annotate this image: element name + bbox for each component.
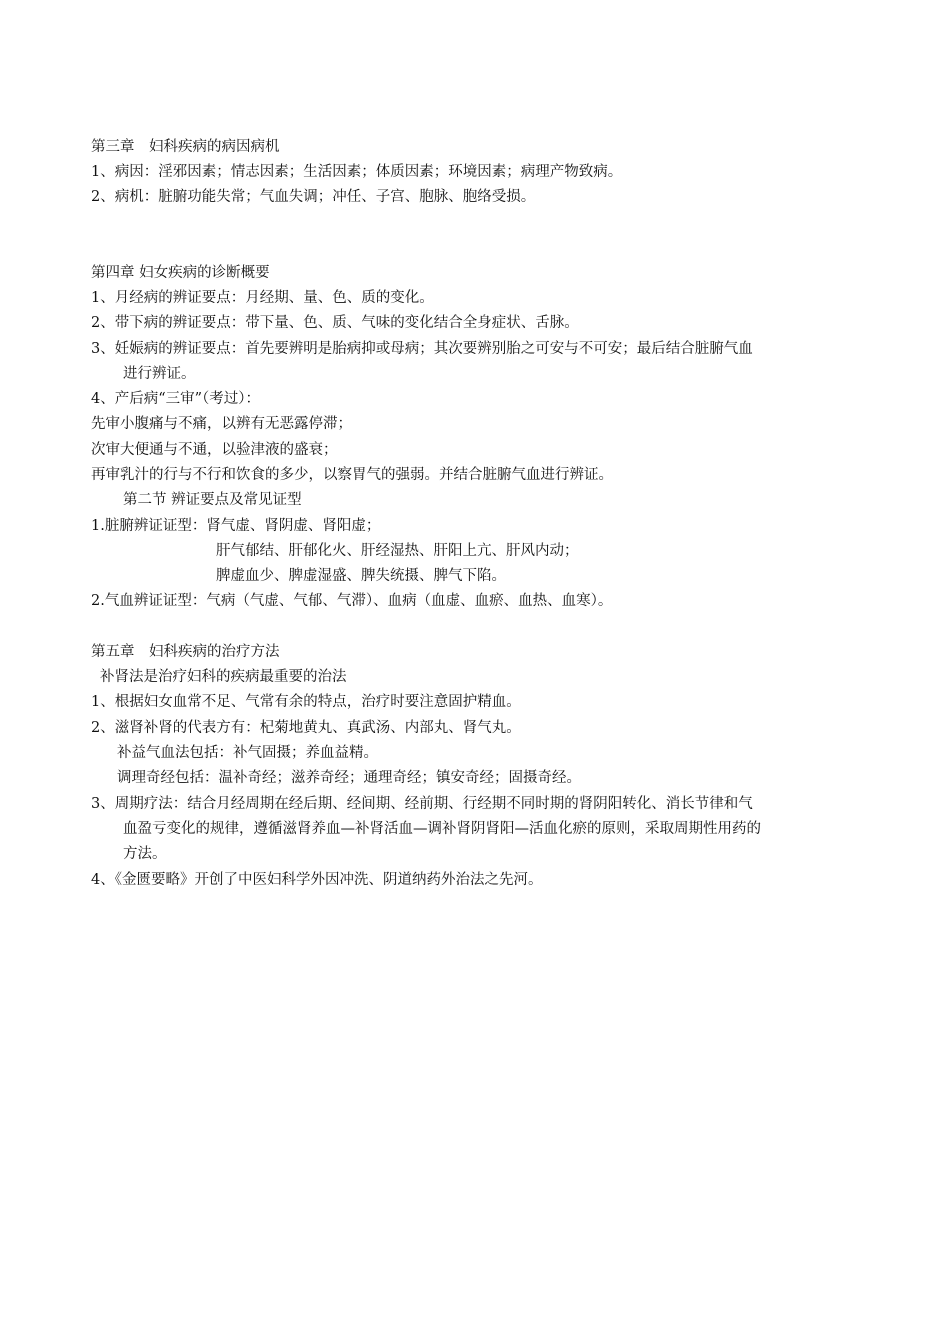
chapter5-item-3-cont-2: 方法。 [123, 846, 167, 862]
chapter5-item-2-sub-1: 补益气血法包括：补气固摄；养血益精。 [117, 745, 378, 761]
postpartum-shen-2: 次审大便通与不通，以验津液的盛衰； [91, 442, 338, 458]
chapter4-item-pregnancy-cont: 进行辨证。 [123, 366, 196, 382]
zangfu-types-liver: 肝气郁结、肝郁化火、肝经湿热、肝阳上亢、肝风内动； [216, 543, 579, 559]
chapter4-item-postpartum: 4、产后病“三审”（考过）： [91, 391, 261, 407]
chapter3-heading: 第三章 妇科疾病的病因病机 [91, 139, 280, 155]
chapter5-item-2-sub-2: 调理奇经包括：温补奇经；滋养奇经；通理奇经；镇安奇经；固摄奇经。 [117, 770, 581, 786]
chapter4-item-leukorrhea: 2、带下病的辨证要点：带下量、色、质、气味的变化结合全身症状、舌脉。 [91, 315, 579, 331]
zangfu-types-spleen: 脾虚血少、脾虚湿盛、脾失统摄、脾气下陷。 [216, 568, 506, 584]
chapter4-item-pregnancy: 3、妊娠病的辨证要点：首先要辨明是胎病抑或母病；其次要辨别胎之可安与不可安；最后结合脏腑气血 [91, 341, 753, 357]
chapter5-item-4: 4、《金匮要略》开创了中医妇科学外因冲洗、阴道纳药外治法之先河。 [91, 872, 543, 888]
zangfu-types-kidney: 1.脏腑辨证证型：肾气虚、肾阴虚、肾阳虚； [91, 518, 381, 534]
postpartum-shen-3: 再审乳汁的行与不行和饮食的多少，以察胃气的强弱。并结合脏腑气血进行辨证。 [91, 467, 613, 483]
chapter5-subheading: 补肾法是治疗妇科的疾病最重要的治法 [100, 669, 347, 685]
chapter5-item-3: 3、周期疗法：结合月经周期在经后期、经间期、经前期、行经期不同时期的肾阴阳转化、消长节律和气 [91, 796, 753, 812]
chapter3-item-mechanism: 2、病机：脏腑功能失常；气血失调；冲任、子宫、胞脉、胞络受损。 [91, 189, 536, 205]
qixue-types: 2.气血辨证证型：气病（气虚、气郁、气滞）、血病（血虚、血瘀、血热、血寒）。 [91, 593, 613, 609]
postpartum-shen-1: 先审小腹痛与不痛，以辨有无恶露停滞； [91, 416, 352, 432]
chapter3-item-cause: 1、病因：淫邪因素；情志因素；生活因素；体质因素；环境因素；病理产物致病。 [91, 164, 623, 180]
chapter5-item-3-cont-1: 血盈亏变化的规律，遵循滋肾养血—补肾活血—调补肾阴肾阳—活血化瘀的原则，采取周期性用药的 [123, 821, 761, 837]
chapter5-heading: 第五章 妇科疾病的治疗方法 [91, 644, 280, 660]
chapter5-item-2: 2、滋肾补肾的代表方有：杞菊地黄丸、真武汤、内部丸、肾气丸。 [91, 720, 521, 736]
section2-heading: 第二节 辨证要点及常见证型 [123, 492, 302, 508]
chapter4-item-menstrual: 1、月经病的辨证要点：月经期、量、色、质的变化。 [91, 290, 434, 306]
chapter5-item-1: 1、根据妇女血常不足、气常有余的特点，治疗时要注意固护精血。 [91, 694, 521, 710]
chapter4-heading: 第四章 妇女疾病的诊断概要 [91, 265, 270, 281]
